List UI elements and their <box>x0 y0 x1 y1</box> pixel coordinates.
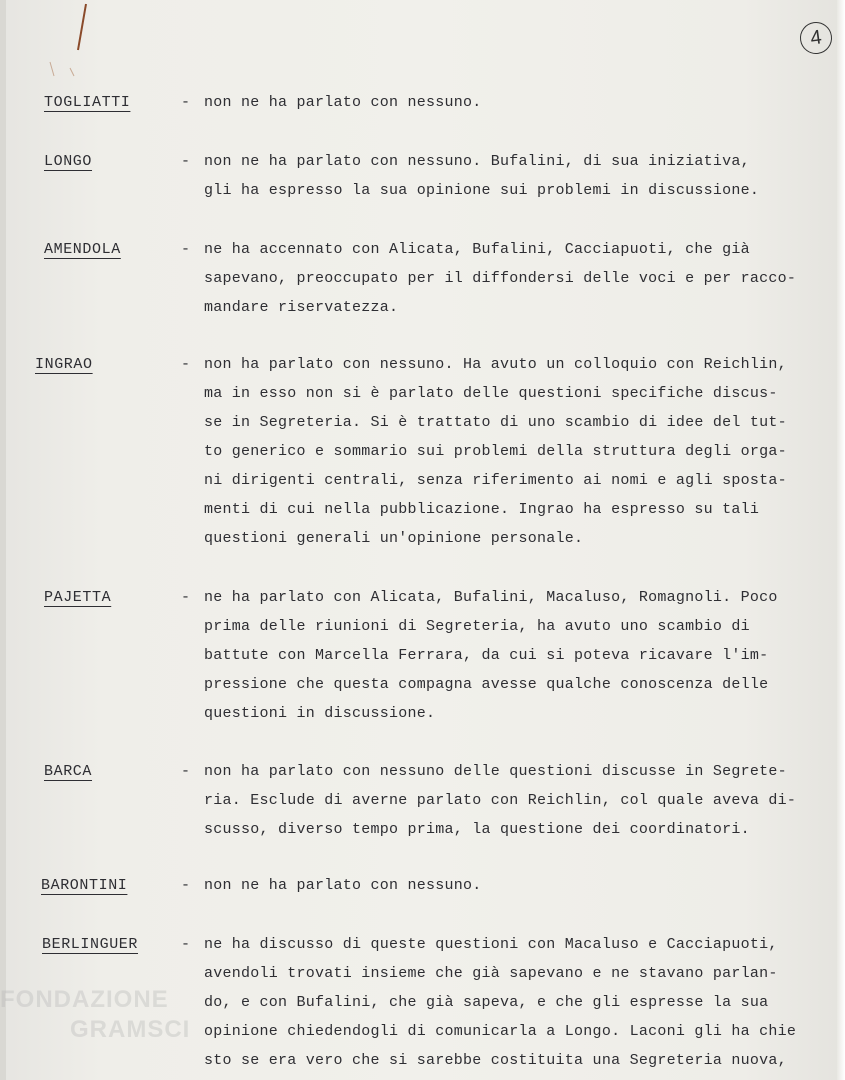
entry-dash: - <box>181 589 191 606</box>
entry-text <box>204 930 834 1075</box>
text-line: ni dirigenti centrali, senza riferimento ai nomi e agli sposta- <box>204 472 787 489</box>
watermark-line-1: FONDAZIONE <box>0 986 169 1013</box>
text-line: non ha parlato con nessuno delle questioni discusse in Segrete- <box>204 763 787 780</box>
text-line: ria. Esclude di averne parlato con Reichlin, col quale aveva di- <box>204 792 797 809</box>
watermark-line-2: GRAMSCI <box>70 1016 191 1043</box>
archive-watermark <box>0 985 200 1065</box>
entry-text <box>204 871 834 900</box>
entry-name: BARONTINI <box>41 877 128 894</box>
entry-name: BERLINGUER <box>42 936 139 953</box>
page-edge-right <box>837 0 845 1080</box>
entry-name: LONGO <box>44 153 93 170</box>
text-line: to generico e sommario sui problemi della struttura degli orga- <box>204 443 787 460</box>
entry-dash: - <box>181 763 191 780</box>
text-line: non ne ha parlato con nessuno. <box>204 877 482 894</box>
text-line: questioni in discussione. <box>204 705 436 722</box>
entry-dash: - <box>181 241 191 258</box>
text-line: non ha parlato con nessuno. Ha avuto un colloquio con Reichlin, <box>204 356 787 373</box>
text-line: battute con Marcella Ferrara, da cui si poteva ricavare l'im- <box>204 647 769 664</box>
text-line: se in Segreteria. Si è trattato di uno scambio di idee del tut- <box>204 414 787 431</box>
text-line: scusso, diverso tempo prima, la questione dei coordinatori. <box>204 821 750 838</box>
text-line: ne ha accennato con Alicata, Bufalini, Cacciapuoti, che già <box>204 241 750 258</box>
entry-dash: - <box>181 877 191 894</box>
entry-name: BARCA <box>44 763 93 780</box>
text-line: ne ha parlato con Alicata, Bufalini, Macaluso, Romagnoli. Poco <box>204 589 778 606</box>
entry-dash: - <box>181 94 191 111</box>
page-edge-left <box>0 0 6 1080</box>
text-line: prima delle riunioni di Segreteria, ha avuto uno scambio di <box>204 618 750 635</box>
entry-text <box>204 147 834 205</box>
text-line: sapevano, preoccupato per il diffondersi delle voci e per racco- <box>204 270 797 287</box>
entry-name: PAJETTA <box>44 589 112 606</box>
text-line: do, e con Bufalini, che già sapeva, e che gli espresse la sua <box>204 994 769 1011</box>
entry-name: INGRAO <box>35 356 93 373</box>
text-line: sto se era vero che si sarebbe costituita una Segreteria nuova, <box>204 1052 787 1069</box>
text-line: ma in esso non si è parlato delle questioni specifiche discus- <box>204 385 778 402</box>
entry-text <box>204 235 834 322</box>
text-line: menti di cui nella pubblicazione. Ingrao ha espresso su tali <box>204 501 760 518</box>
text-line: avendoli trovati insieme che già sapevano e ne stavano parlan- <box>204 965 778 982</box>
pencil-mark-icon <box>40 2 100 82</box>
entry-dash: - <box>181 153 191 170</box>
entry-dash: - <box>181 356 191 373</box>
entry-text <box>204 88 834 117</box>
text-line: mandare riservatezza. <box>204 299 399 316</box>
text-line: gli ha espresso la sua opinione sui problemi in discussione. <box>204 182 760 199</box>
entry-name: TOGLIATTI <box>44 94 131 111</box>
text-line: non ne ha parlato con nessuno. Bufalini, di sua iniziativa, <box>204 153 750 170</box>
entry-dash: - <box>181 936 191 953</box>
page-number: 4 <box>798 20 834 56</box>
text-line: ne ha discusso di queste questioni con Macaluso e Cacciapuoti, <box>204 936 778 953</box>
text-line: questioni generali un'opinione personale. <box>204 530 584 547</box>
text-line: opinione chiedendogli di comunicarla a Longo. Laconi gli ha chie <box>204 1023 797 1040</box>
entry-text <box>204 583 834 728</box>
entry-name: AMENDOLA <box>44 241 121 258</box>
text-line: pressione che questa compagna avesse qualche conoscenza delle <box>204 676 769 693</box>
entry-text <box>204 350 834 553</box>
entry-text <box>204 757 834 844</box>
text-line: non ne ha parlato con nessuno. <box>204 94 482 111</box>
